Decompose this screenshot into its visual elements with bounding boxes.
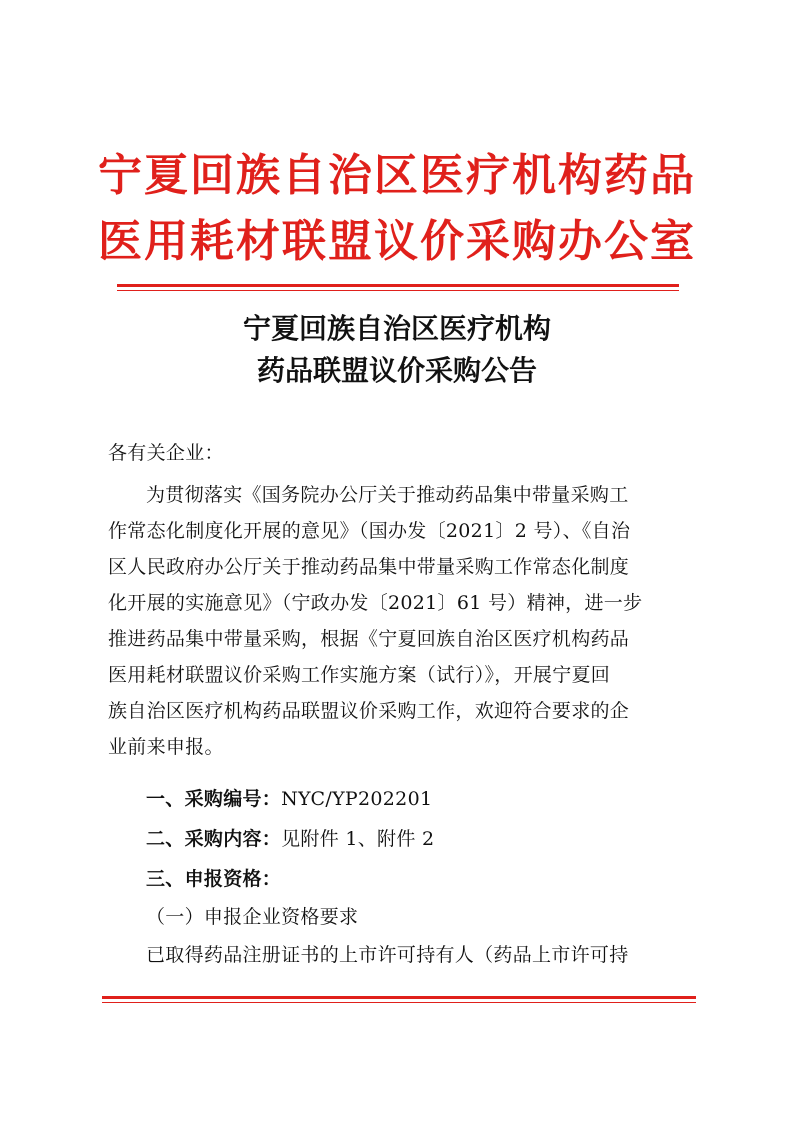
paragraph-line: 业前来申报。 [108, 736, 224, 758]
paragraph-line: 为贯彻落实《国务院办公厅关于推动药品集中带量采购工 [146, 484, 629, 506]
document-title-line-1: 宁夏回族自治区医疗机构 [242, 312, 551, 345]
item-value: NYC/YP202201 [281, 788, 433, 810]
letterhead-title-line-2: 医用耗材联盟议价采购办公室 [98, 216, 696, 267]
item-value: 见附件 1、附件 2 [281, 828, 435, 850]
paragraph-line: 作常态化制度化开展的意见》（国办发〔2021〕2 号）、《自治 [108, 520, 631, 542]
item-label: 二、采购内容： [146, 828, 282, 850]
paragraph-line: 区人民政府办公厅关于推动药品集中带量采购工作常态化制度 [108, 556, 630, 578]
paragraph-line: 化开展的实施意见》（宁政办发〔2021〕61 号）精神，进一步 [108, 592, 643, 614]
document-title-line-2: 药品联盟议价采购公告 [256, 354, 537, 387]
paragraph-line: 推进药品集中带量采购，根据《宁夏回族自治区医疗机构药品 [108, 628, 630, 650]
letterhead-divider-thin [117, 290, 679, 291]
paragraph-line: 已取得药品注册证书的上市许可持有人（药品上市许可持 [146, 944, 629, 966]
letterhead-divider-thick [117, 284, 679, 287]
item-qualification-heading: 三、申报资格： [146, 868, 282, 890]
salutation: 各有关企业： [108, 442, 224, 464]
letterhead-title-line-1: 宁夏回族自治区医疗机构药品 [98, 150, 696, 201]
footer-divider-thick [102, 996, 696, 999]
item-procurement-content [146, 826, 434, 852]
item-label: 一、采购编号： [146, 788, 282, 810]
paragraph-line: 医用耗材联盟议价采购工作实施方案（试行）》，开展宁夏回 [108, 664, 611, 686]
subheading-enterprise-requirements: （一）申报企业资格要求 [146, 906, 359, 928]
footer-divider-thin [102, 1002, 696, 1003]
paragraph-line: 族自治区医疗机构药品联盟议价采购工作，欢迎符合要求的企 [108, 700, 630, 722]
item-procurement-number [146, 786, 432, 812]
